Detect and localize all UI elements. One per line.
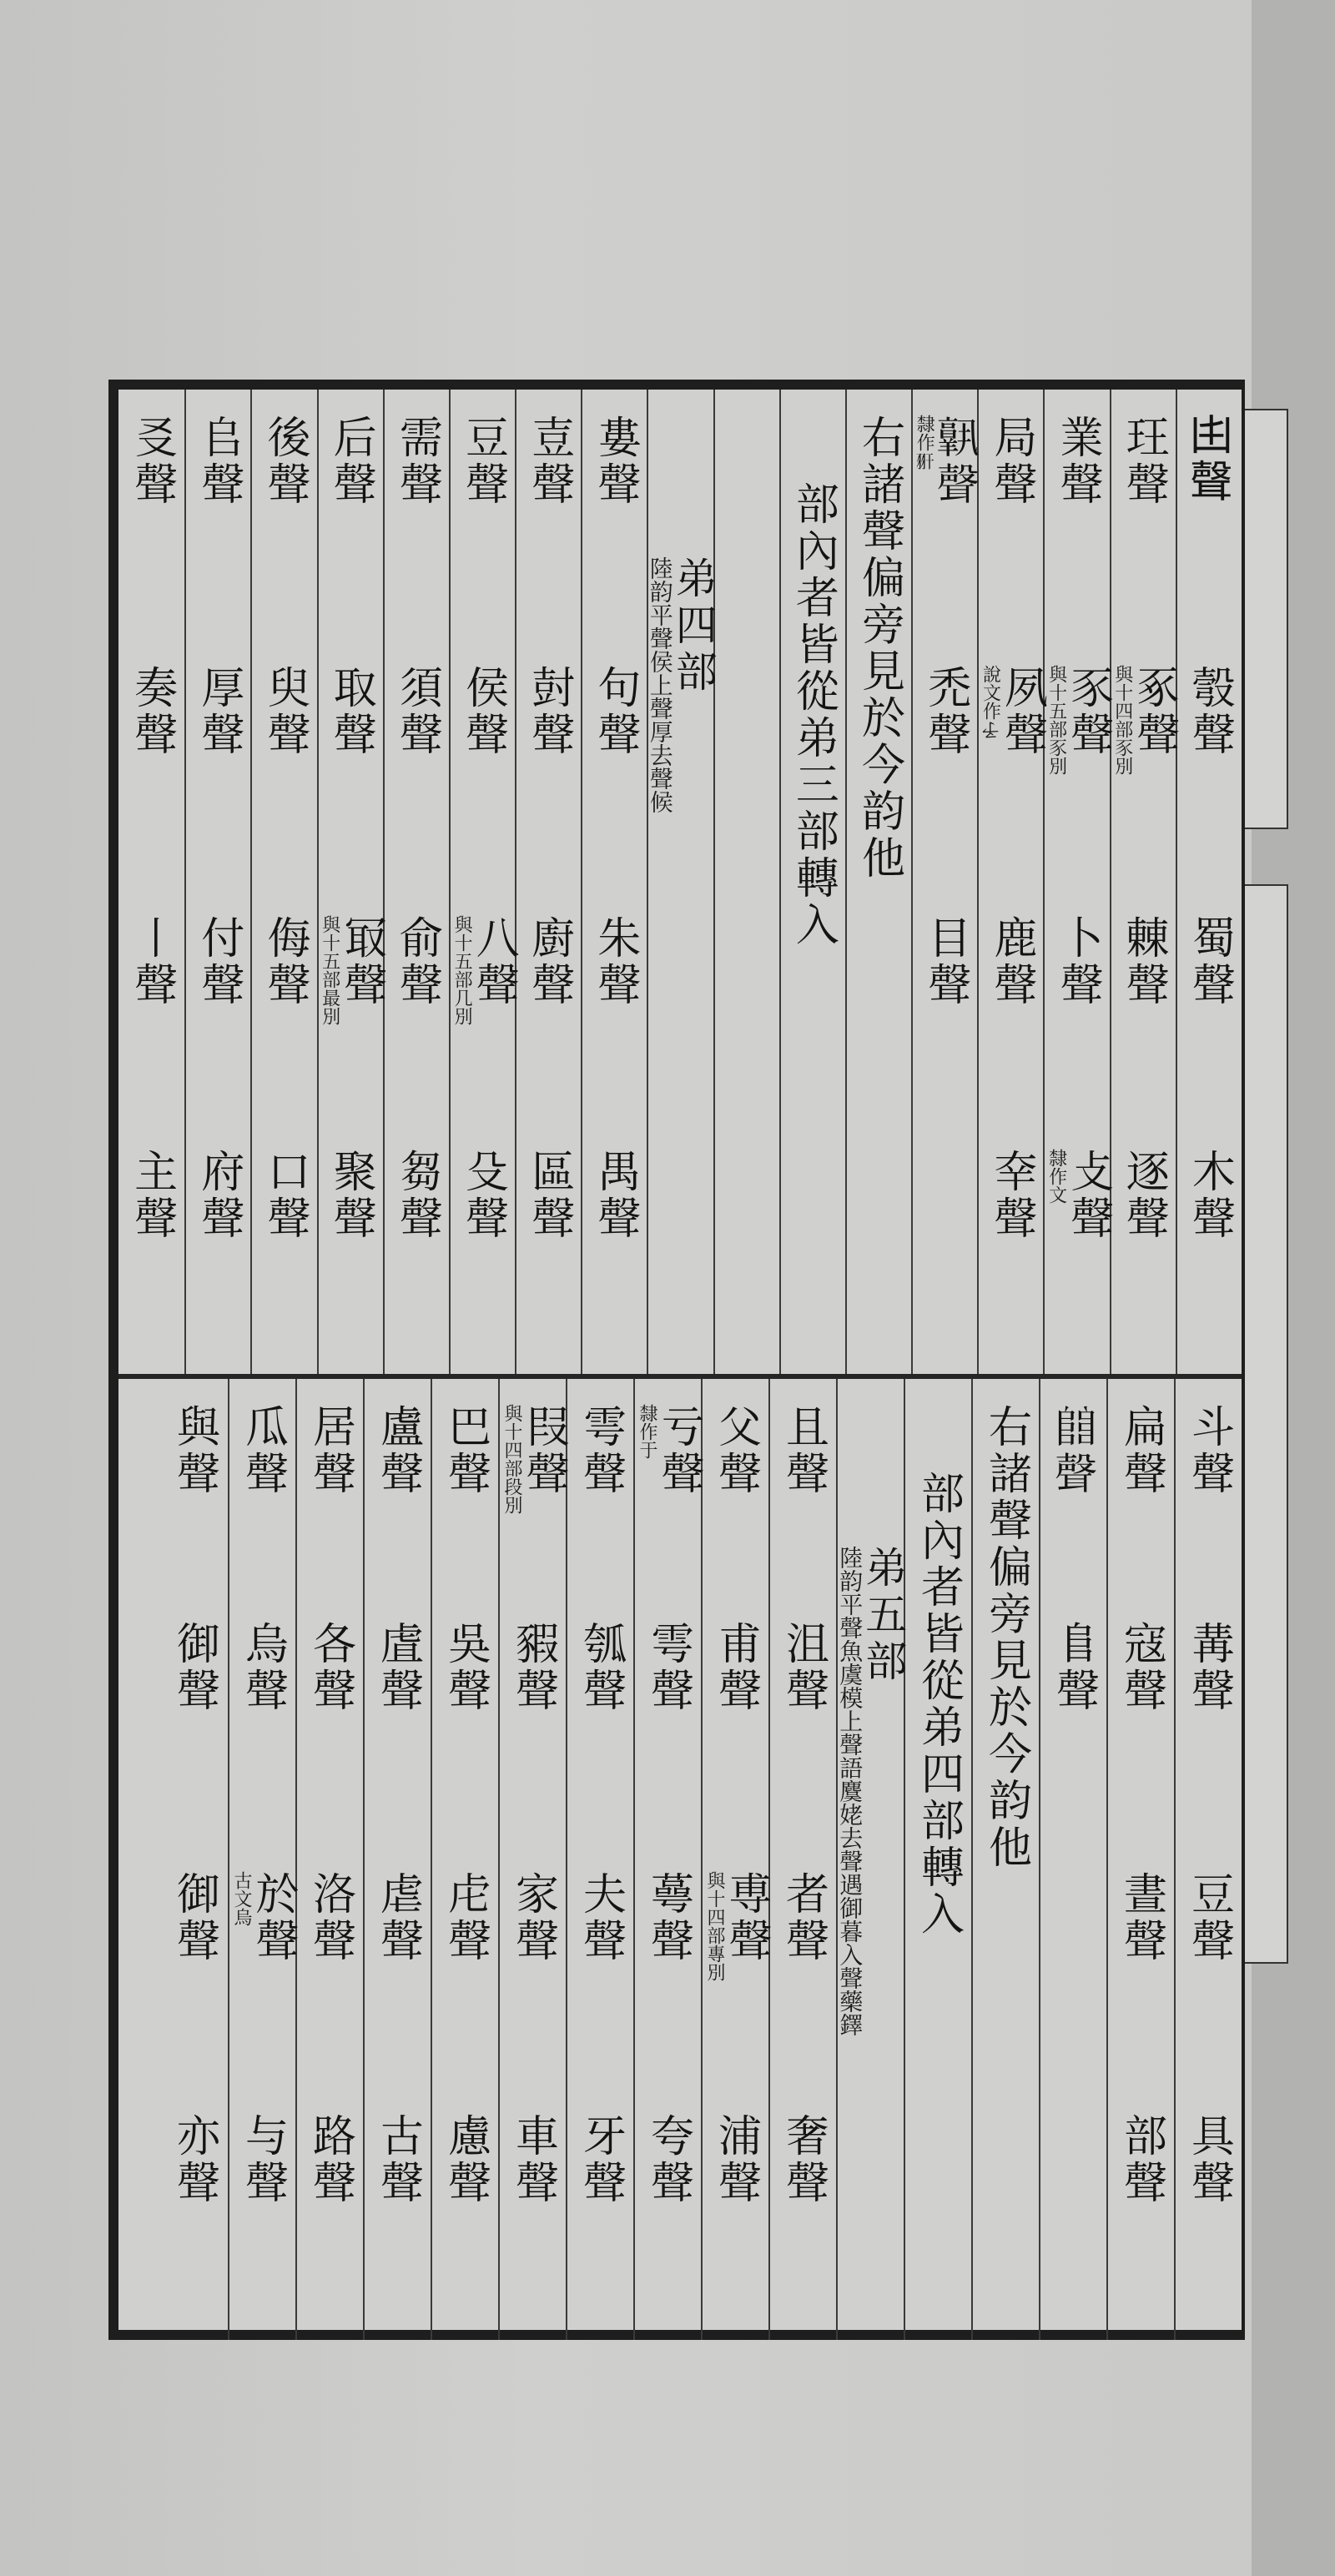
phonetic-entry [451,415,515,508]
phonetic-entry [1177,1149,1242,1242]
text-frame [108,380,1245,2340]
phonetic-entry [252,665,316,758]
text-column [431,1379,498,2340]
entry-text: 雩聲 [642,1621,693,1714]
entry-text: 豖聲 [1128,665,1179,758]
text-column [971,1379,1039,2340]
entry-text: 㯥聲 [1118,915,1169,1009]
text-column [1110,390,1179,1374]
text-column [977,390,1047,1374]
entry-text: 虍聲 [440,1871,491,1965]
phonetic-entry [432,2113,498,2206]
phonetic-entry [1177,665,1242,758]
entry-text: 殳聲 [457,1149,508,1242]
upper-register [118,390,1242,1374]
phonetic-entry [770,1871,836,1965]
phonetic-entry [432,1621,498,1714]
entry-text: 具聲 [1183,2113,1234,2206]
phonetic-entry [319,1149,383,1242]
entry-text: 瓠聲 [575,1621,626,1714]
entry-text: 蕚聲 [642,1871,693,1965]
phonetic-entry [500,1871,566,1965]
entry-text: 車聲 [507,2113,558,2206]
text-column [317,390,386,1374]
entry-text: 逐聲 [1118,1149,1169,1242]
entry-text: 夙聲 [996,665,1047,758]
phonetic-entry [1045,1149,1113,1242]
phonetic-entry [160,1621,228,1714]
phonetic-entry [582,915,647,1009]
text-column [449,390,519,1374]
text-column [1176,390,1242,1374]
text-column [904,1379,971,2340]
phonetic-entry [319,415,383,508]
entry-text: 古聲 [372,2113,423,2206]
entry-text: 區聲 [523,1149,574,1242]
entry-annotation: 隸作𦏹 [914,415,935,470]
entry-text: 口聲 [259,1149,310,1242]
entry-text: 𦏧聲 [930,415,981,508]
phonetic-entry [1176,2113,1242,2206]
entry-text: 冓聲 [1183,1621,1234,1714]
phonetic-entry [567,1621,633,1714]
entry-text: 与聲 [237,2113,288,2206]
text-column [911,390,981,1374]
phonetic-entry [703,1621,768,1714]
entry-annotation: 隸作文 [1045,1149,1067,1204]
phonetic-entry [252,1149,316,1242]
entry-text: 尌聲 [523,665,574,758]
text-column [701,1379,772,2340]
phonetic-entry [516,665,581,758]
entry-text: 奢聲 [778,2113,829,2206]
entry-text: 付聲 [193,915,244,1009]
entry-text: 句聲 [589,665,640,758]
text-column [295,1379,363,2340]
entry-text: 豕聲 [1062,665,1113,758]
phonetic-entry [635,2113,701,2206]
entry-text: 虐聲 [372,1871,423,1965]
text-column [836,1379,908,2340]
entry-text: 𠙹聲 [1184,415,1235,508]
entry-text: 聚聲 [325,1149,376,1242]
entry-text: 彀聲 [1184,665,1235,758]
phonetic-entry [1111,415,1176,508]
text-column [566,1379,633,2340]
phonetic-entry [1111,915,1176,1009]
entry-text: 御聲 [169,1621,219,1714]
entry-text: 御聲 [169,1871,219,1965]
phonetic-entry [582,415,647,508]
entry-text: 㕛聲 [126,415,177,508]
text-column [250,390,316,1374]
entry-annotation: 與十四部豕別 [1111,665,1133,775]
phonetic-entry [516,415,581,508]
phonetic-entry [913,915,977,1009]
entry-text: 攴聲 [1062,1149,1113,1242]
entry-text: 晝聲 [1116,1871,1166,1965]
phonetic-entry [770,1404,836,1497]
entry-text: 㚔聲 [985,1149,1036,1242]
phonetic-entry [118,915,184,1009]
phonetic-entry [582,665,647,758]
entry-text: 局聲 [985,415,1036,508]
phonetic-entry [979,915,1043,1009]
entry-text: 卜聲 [1052,915,1103,1009]
phonetic-entry [118,415,184,508]
phonetic-entry [913,665,977,758]
entry-text: 甫聲 [710,1621,761,1714]
phonetic-entry [770,1621,836,1714]
entry-text: 巴聲 [440,1404,491,1497]
phonetic-entry [913,415,981,508]
entry-text: 烏聲 [237,1621,288,1714]
entry-text: 廚聲 [523,915,574,1009]
entry-text: 後聲 [259,415,310,508]
text-column [228,1379,299,2340]
phonetic-entry [365,1871,431,1965]
entry-text: 且聲 [778,1404,829,1497]
entry-text: 瓜聲 [237,1404,288,1497]
phonetic-entry [365,2113,431,2206]
text-column [779,390,845,1374]
entry-text: 需聲 [391,415,442,508]
phonetic-entry [1108,1621,1174,1714]
entry-annotation: 說文作𠄔 [980,665,1001,738]
phonetic-entry [229,2113,295,2206]
entry-text: 豆聲 [1183,1871,1234,1965]
entry-text: 禺聲 [589,1149,640,1242]
phonetic-entry [635,1871,701,1965]
text-column [118,390,184,1374]
phonetic-entry [1040,1404,1106,1497]
text-column [1174,1379,1242,2340]
phonetic-entry [770,2113,836,2206]
phonetic-entry [385,1149,449,1242]
entry-text: 芻聲 [391,1149,442,1242]
phonetic-entry [319,665,383,758]
phonetic-entry [635,1404,704,1497]
entry-text: 路聲 [305,2113,355,2206]
entry-annotation: 與十五部最別 [319,915,340,1025]
entry-text: 𨺅聲 [1048,1404,1099,1497]
entry-text: 浦聲 [710,2113,761,2206]
entry-text: 家聲 [507,1871,558,1965]
entry-text: 玨聲 [1118,415,1169,508]
entry-text: 各聲 [305,1621,355,1714]
entry-text: 牙聲 [575,2113,626,2206]
text-column [515,390,581,1374]
entry-text: 八聲 [468,915,519,1009]
phonetic-entry [567,1404,633,1497]
text-column [1043,390,1113,1374]
text-column [845,390,911,1374]
phonetic-entry [500,1621,566,1714]
phonetic-entry [979,415,1043,508]
entry-text: 侯聲 [457,665,508,758]
phonetic-entry [1108,2113,1174,2206]
phonetic-entry [1045,915,1109,1009]
entry-text: 取聲 [325,665,376,758]
entry-text: 沮聲 [778,1621,829,1714]
phonetic-entry [229,1621,295,1714]
phonetic-entry [703,1871,772,1981]
phonetic-entry [365,1404,431,1497]
rhyme-group-note: 陸韵平聲侯上聲厚去聲候 [646,556,674,813]
summary-sentence: 部內者皆從弟四部轉入 [913,1471,964,1938]
entry-annotation: 與十五部几別 [451,915,473,1025]
entry-text: 盧聲 [372,1404,423,1497]
text-column [363,1379,431,2340]
text-column [1106,1379,1174,2340]
phonetic-entry [118,1149,184,1242]
entry-text: 臾聲 [259,665,310,758]
entry-text: 𨸏聲 [1048,1621,1099,1714]
phonetic-entry [186,1149,250,1242]
entry-text: 寇聲 [1116,1621,1166,1714]
entry-text: 夸聲 [642,2113,693,2206]
lower-register [118,1379,1242,2340]
phonetic-entry [500,2113,566,2206]
phonetic-entry [516,915,581,1009]
entry-annotation: 隸作于 [637,1404,658,1459]
phonetic-entry [703,1404,768,1497]
entry-text: 父聲 [710,1404,761,1497]
entry-text: 夫聲 [575,1871,626,1965]
summary-sentence: 右諸聲偏旁見於今韵他 [854,415,904,882]
entry-text: 蜀聲 [1184,915,1235,1009]
entry-text: 婁聲 [589,415,640,508]
phonetic-entry [1176,1871,1242,1965]
phonetic-entry [1177,415,1242,508]
entry-text: 豆聲 [457,415,508,508]
section-heading: 弟四部 [668,556,718,697]
phonetic-entry [1108,1871,1174,1965]
entry-annotation: 與十五部豕別 [1045,665,1067,775]
entry-annotation: 與十四部段別 [501,1404,523,1514]
entry-text: 亏聲 [653,1404,704,1497]
entry-text: 目聲 [919,915,970,1009]
entry-text: 扁聲 [1116,1404,1166,1497]
entry-text: 部聲 [1116,2113,1166,2206]
phonetic-entry [319,915,386,1025]
text-column [184,390,250,1374]
phonetic-entry [703,2113,768,2206]
entry-text: 須聲 [391,665,442,758]
entry-text: 豭聲 [507,1621,558,1714]
entry-text: 府聲 [193,1149,244,1242]
entry-text: 於聲 [248,1871,299,1965]
phonetic-entry [297,1621,363,1714]
phonetic-entry [979,665,1047,758]
phonetic-entry [567,2113,633,2206]
phonetic-entry [186,665,250,758]
entry-text: 尃聲 [721,1871,772,1965]
entry-annotation: 古文烏 [231,1871,253,1926]
phonetic-entry [451,1149,515,1242]
phonetic-entry [432,1871,498,1965]
phonetic-entry [252,415,316,508]
phonetic-entry [635,1621,701,1714]
phonetic-entry [516,1149,581,1242]
entry-text: 朱聲 [589,915,640,1009]
phonetic-entry [297,1871,363,1965]
text-column [713,390,779,1374]
section-heading: 弟五部 [859,1546,908,1686]
phonetic-entry [451,915,519,1025]
text-column [633,1379,704,2340]
entry-text: 鹿聲 [985,915,1036,1009]
text-column [768,1379,836,2340]
text-column [646,390,718,1374]
entry-text: 木聲 [1184,1149,1235,1242]
entry-text: 斗聲 [1183,1404,1234,1497]
phonetic-entry [186,415,250,508]
entry-text: 后聲 [325,415,376,508]
phonetic-entry [385,915,449,1009]
phonetic-entry [118,665,184,758]
entry-text: 居聲 [305,1404,355,1497]
phonetic-entry [1108,1404,1174,1497]
summary-sentence: 部內者皆從弟三部轉入 [788,481,839,948]
phonetic-entry [186,915,250,1009]
phonetic-entry [229,1871,299,1965]
entry-text: 雩聲 [575,1404,626,1497]
rhyme-group-note: 陸韵平聲魚虞模上聲語麌姥去聲遇御暮入聲藥鐸 [836,1546,864,2036]
phonetic-entry [432,1404,498,1497]
phonetic-entry [252,915,316,1009]
entry-text: 與聲 [169,1404,219,1497]
text-column [581,390,647,1374]
phonetic-entry [582,1149,647,1242]
phonetic-entry [160,2113,228,2206]
phonetic-entry [1040,1621,1106,1714]
entry-text: 亦聲 [169,2113,219,2206]
phonetic-entry [979,1149,1043,1242]
phonetic-entry [1045,665,1113,775]
phonetic-entry [1177,915,1242,1009]
text-column [1039,1379,1106,2340]
entry-text: 奏聲 [126,665,177,758]
entry-text: 業聲 [1052,415,1103,508]
entry-text: 主聲 [126,1149,177,1242]
phonetic-entry [1111,1149,1176,1242]
summary-sentence: 右諸聲偏旁見於今韵他 [980,1404,1031,1871]
phonetic-entry [229,1404,295,1497]
phonetic-entry [160,1871,228,1965]
entry-text: 慮聲 [440,2113,491,2206]
entry-text: 厚聲 [193,665,244,758]
phonetic-entry [1176,1404,1242,1497]
text-column [498,1379,569,2340]
phonetic-entry [365,1621,431,1714]
phonetic-entry [567,1871,633,1965]
entry-text: 虘聲 [372,1621,423,1714]
phonetic-entry [385,415,449,508]
entry-annotation: 與十四部專別 [704,1871,726,1981]
entry-text: 壴聲 [523,415,574,508]
phonetic-entry [385,665,449,758]
entry-text: 禿聲 [919,665,970,758]
entry-text: 丨聲 [126,915,177,1009]
phonetic-entry [500,1404,569,1514]
phonetic-entry [1176,1621,1242,1714]
phonetic-entry [160,1404,228,1497]
entry-text: 吳聲 [440,1621,491,1714]
phonetic-entry [297,1404,363,1497]
entry-text: 冣聲 [335,915,386,1009]
text-column [383,390,449,1374]
entry-text: 俞聲 [391,915,442,1009]
entry-text: 者聲 [778,1871,829,1965]
phonetic-entry [1111,665,1179,775]
entry-text: 叚聲 [518,1404,569,1497]
phonetic-entry [297,2113,363,2206]
entry-text: 侮聲 [259,915,310,1009]
entry-text: 𠂤聲 [193,415,244,508]
text-column [160,1379,228,2340]
phonetic-entry [1045,415,1109,508]
entry-text: 洛聲 [305,1871,355,1965]
phonetic-entry [451,665,515,758]
